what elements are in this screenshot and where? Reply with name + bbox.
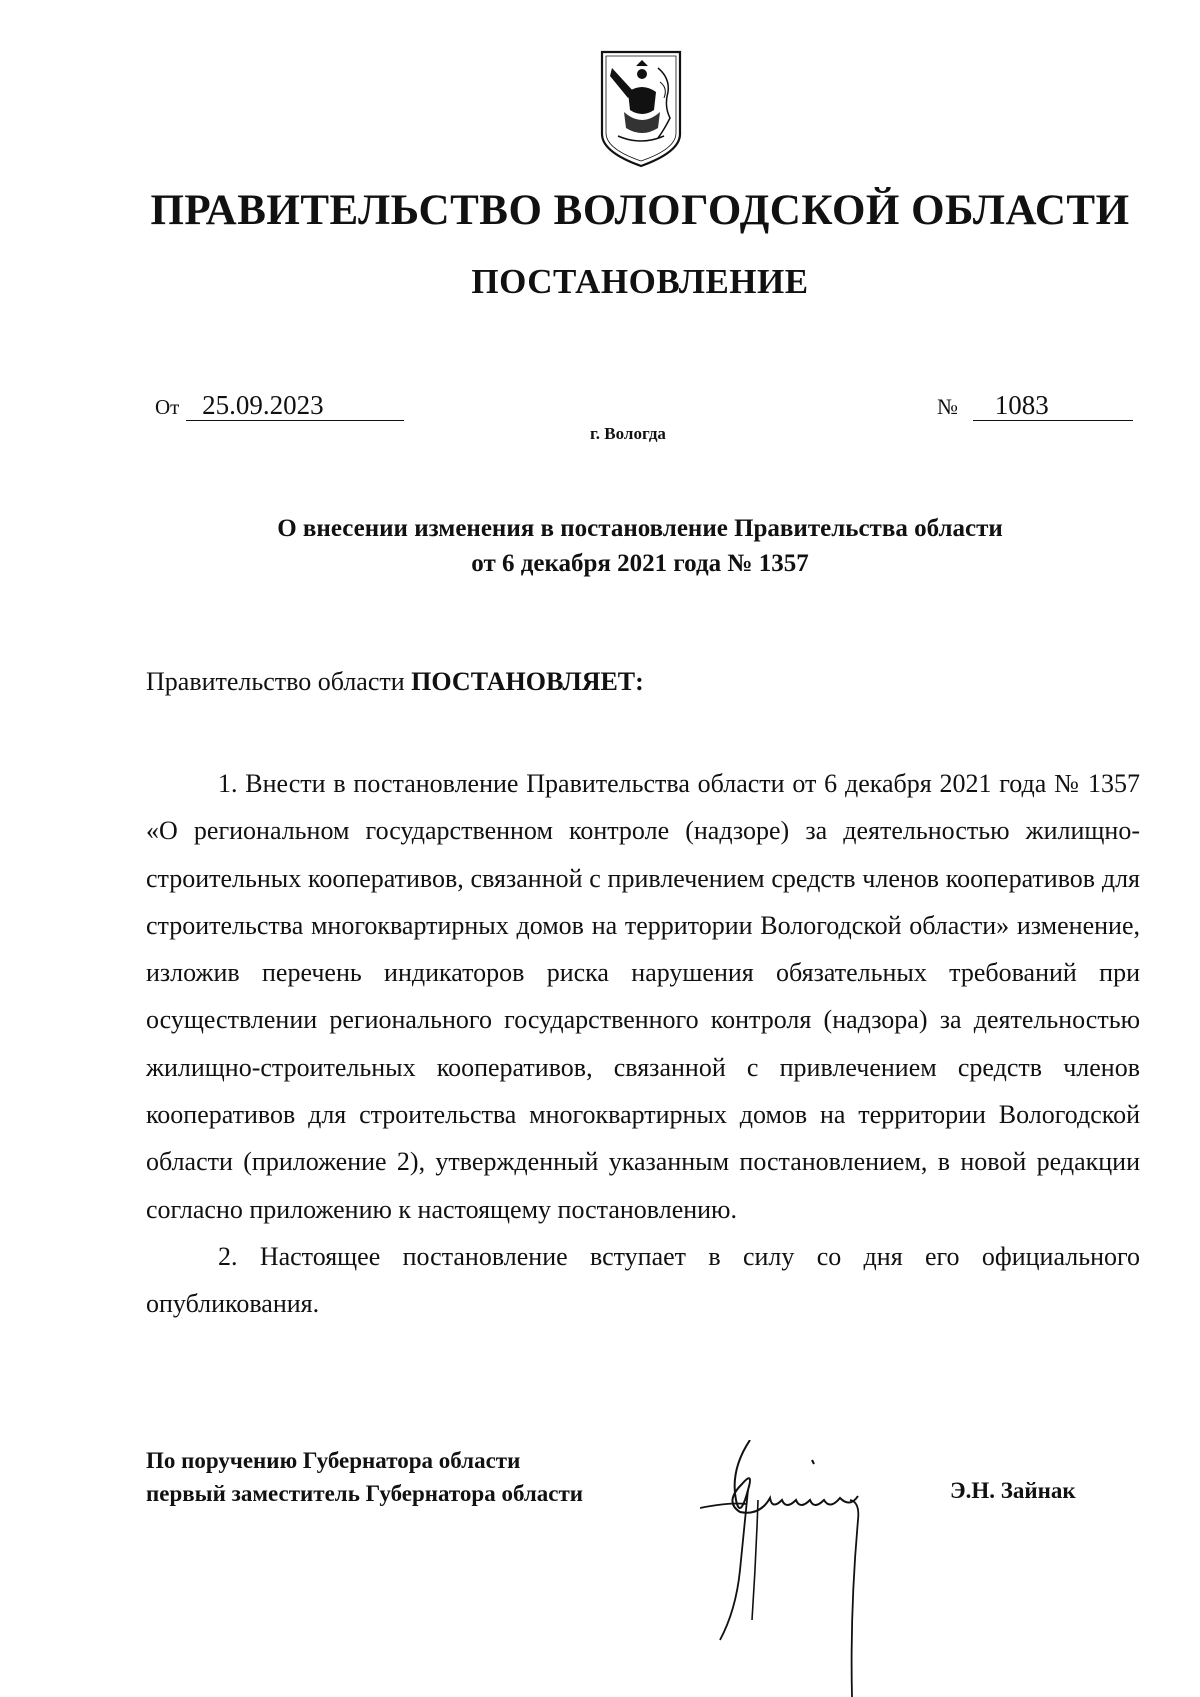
signatory-name: Э.Н. Зайнак	[950, 1478, 1076, 1503]
number-row	[937, 390, 1133, 421]
handwritten-signature-icon	[700, 1440, 920, 1697]
number-label: №	[937, 394, 958, 419]
paragraph-2: 2. Настоящее постановление вступает в силу со дня его официального опубликования.	[146, 1241, 1140, 1319]
vologda-coat-of-arms-icon	[598, 48, 684, 170]
date-label: От	[155, 395, 180, 419]
signatory-line-1: По поручению Губернатора области	[146, 1448, 521, 1473]
document-date: 25.09.2023	[186, 390, 404, 421]
document-type: ПОСТАНОВЛЕНИЕ	[471, 262, 809, 301]
city: г. Вологда	[590, 424, 666, 443]
document-number: 1083	[973, 390, 1133, 421]
subject-line-1: О внесении изменения в постановление Правительства области	[277, 515, 1003, 542]
decree-line	[146, 667, 644, 697]
government-title: ПРАВИТЕЛЬСТВО ВОЛОГОДСКОЙ ОБЛАСТИ	[150, 187, 1130, 234]
signatory-line-2: первый заместитель Губернатора области	[146, 1481, 584, 1506]
date-row	[155, 390, 404, 421]
subject-line-2: от 6 декабря 2021 года № 1357	[471, 550, 809, 577]
document-body	[146, 760, 1140, 1328]
signatory-position	[146, 1444, 583, 1510]
paragraph-1: 1. Внести в постановление Правительства области от 6 декабря 2021 года № 1357 «О региональном государственном контроле (надзоре) за деятельностью жилищно-строительных кооперативов, связанной с привлечением средств членов кооперативов для строительства многоквартирных домов на территории Вологодской области» изменение, изложив перечень индикаторов риска нарушения обязательных требований при осуществлении регионального государственного контроля (надзора) за деятельностью жилищно-строительных кооперативов, связанной с привлечением средств членов кооперативов для строительства многоквартирных домов на территории Вологодской области (приложение 2), утвержденный указанным постановлением, в новой редакции согласно приложению к настоящему постановлению.	[146, 769, 1140, 1224]
decree-verb: ПОСТАНОВЛЯЕТ:	[411, 667, 644, 696]
document-subject	[0, 511, 1200, 581]
decree-intro: Правительство области	[146, 667, 405, 696]
